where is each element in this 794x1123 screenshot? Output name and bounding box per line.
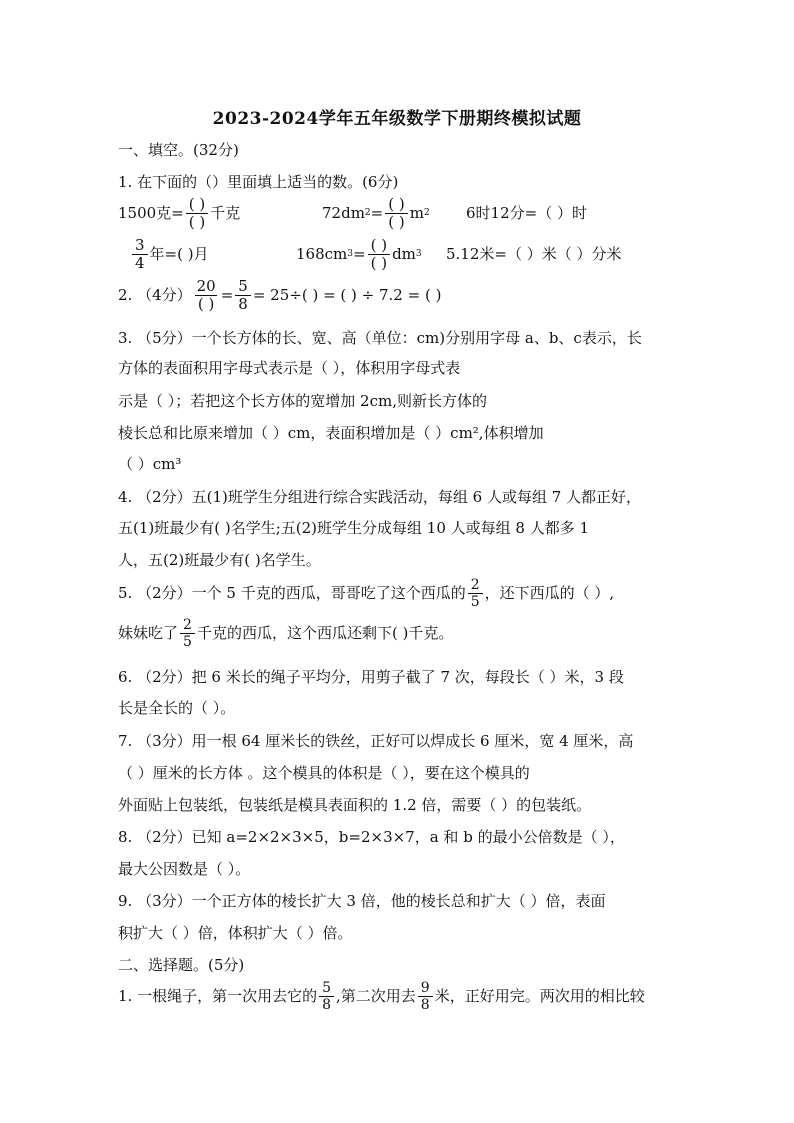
q2-rest: = 25÷( ) = ( ) ÷ 7.2 = ( ): [252, 286, 442, 304]
q3-line-3: 示是（ ）；若把这个长方体的宽增加 2cm,则新长方体的: [118, 392, 487, 410]
q3-line-2: 方体的表面积用字母式表示是（ ），体积用字母式表: [118, 359, 461, 377]
fraction-numerator: 20: [196, 276, 216, 295]
s2-q1-line-1: [118, 976, 645, 1016]
q6-line-1: 6. （2分）把 6 米长的绳子平均分，用剪子截了 7 次，每段长（ ）米，3 段: [118, 668, 624, 686]
q5-l1a: 5. （2分）一个 5 千克的西瓜，哥哥吃了这个西瓜的: [118, 584, 466, 602]
q4-line-3: 人，五(2)班最少有( )名学生。: [118, 551, 321, 569]
fraction-denominator: 8: [235, 295, 251, 313]
q5-fraction-2: [180, 617, 195, 650]
q2-line: [118, 276, 441, 314]
q1-d-text: 年=( )月: [149, 245, 209, 263]
q5-fraction-1: [468, 577, 483, 610]
q1-b-unit-sup: 2: [423, 208, 430, 218]
fraction-denominator: 4: [132, 254, 148, 272]
q7-line-1: 7. （3分）用一根 64 厘米长的铁丝，正好可以焊成长 6 厘米，宽 4 厘米，高: [118, 732, 634, 750]
fraction-denominator: ( ): [195, 295, 217, 313]
q9-line-1: 9. （3分）一个正方体的棱长扩大 3 倍，他的棱长总和扩大（ ）倍，表面: [118, 892, 606, 910]
q1-stem: 1. 在下面的（）里面填上适当的数。(6分): [118, 173, 399, 191]
q6-line-2: 长是全长的（ ）。: [118, 699, 236, 717]
fraction-numerator: ( ): [388, 194, 405, 213]
q4-line-1: 4. （2分）五(1)班学生分组进行综合实践活动，每组 6 人或每组 7 人都正好，: [118, 488, 642, 506]
q5-line-2: [118, 614, 453, 652]
section1-heading: 一、填空。(32分): [118, 141, 239, 159]
q7-line-3: 外面贴上包装纸，包装纸是模具表面积的 1.2 倍，需要（ ）的包装纸。: [118, 796, 592, 814]
q2-prefix: 2. （4分）: [118, 286, 192, 304]
q1-a-fraction: [186, 196, 208, 231]
s2-q1-fraction-1: [319, 980, 334, 1013]
s2-q1-b: ,第二次用去: [336, 987, 416, 1005]
q1-item-f: 5.12米=（ ）米（ ）分米: [446, 245, 622, 263]
q9-line-2: 积扩大（ ）倍，体积扩大（ ）倍。: [118, 924, 353, 942]
fraction-numerator: 2: [183, 616, 192, 633]
q4-line-2: 五(1)班最少有( )名学生;五(2)班学生分成每组 10 人或每组 8 人都多 1: [118, 519, 590, 537]
q2-eq1: =: [220, 286, 234, 304]
fraction-numerator: ( ): [370, 235, 388, 254]
q1-b-eq: =: [370, 204, 384, 222]
s2-q1-a: 1. 一根绳子，第一次用去它的: [118, 987, 318, 1005]
fraction-numerator: 5: [322, 979, 332, 996]
q1-e-sup: 3: [347, 249, 353, 259]
q1-b-left: 72dm: [322, 204, 365, 222]
q1-b-sup: 2: [364, 208, 371, 218]
q2-fraction-1: [194, 278, 219, 313]
s2-q1-fraction-2: [418, 980, 433, 1013]
q8-line-2: 最大公因数是（ ）。: [118, 860, 251, 878]
q1-d-fraction: [132, 237, 148, 272]
fraction-denominator: 8: [319, 996, 334, 1013]
q1-a-left: 1500克=: [118, 204, 184, 222]
q1-item-a: [118, 194, 240, 232]
q1-e-left: 168cm: [296, 245, 348, 263]
s2-q1-c: 米，正好用完。两次用的相比较: [434, 987, 645, 1005]
q5-l1b: ，还下西瓜的（ ）,: [484, 584, 615, 602]
q5-line-1: [118, 574, 614, 612]
fraction-denominator: ( ): [368, 254, 390, 272]
q5-l2a: 妹妹吃了: [118, 624, 179, 642]
q1-a-right: 千克: [210, 204, 241, 222]
section2-heading: 二、选择题。(5分): [118, 956, 245, 974]
q1-item-b: [322, 194, 430, 232]
q3-line-4: 棱长总和比原来增加（ ）cm，表面积增加是（ ）cm²,体积增加: [118, 424, 544, 442]
fraction-numerator: 9: [420, 979, 430, 996]
q7-line-2: （ ）厘米的长方体 。这个模具的体积是（ ），要在这个模具的: [118, 764, 530, 782]
q1-b-fraction: [385, 196, 407, 231]
fraction-denominator: 8: [418, 996, 433, 1013]
q3-line-5: （ ）cm³: [118, 455, 182, 473]
fraction-denominator: 5: [180, 633, 195, 650]
fraction-numerator: 3: [135, 235, 145, 254]
fraction-numerator: 2: [470, 576, 480, 593]
q1-b-unit: m: [409, 204, 424, 222]
q1-e-eq: =: [353, 245, 366, 263]
q1-item-e: [296, 234, 422, 274]
q1-e-fraction: [368, 237, 390, 272]
fraction-denominator: ( ): [385, 213, 407, 231]
q1-e-unit-sup: 3: [415, 249, 422, 259]
q1-e-unit: dm: [392, 245, 416, 263]
q2-fraction-2: [235, 278, 251, 313]
q8-line-1: 8. （2分）已知 a=2×2×3×5，b=2×3×7，a 和 b 的最小公倍数是（ ），: [118, 828, 625, 846]
page-title: 2023-2024学年五年级数学下册期终模拟试题: [212, 109, 582, 129]
q1-item-c: 6时12分=（ ）时: [466, 204, 587, 222]
fraction-denominator: ( ): [186, 213, 208, 231]
q1-item-d: [130, 234, 209, 274]
q5-l2b: 千克的西瓜，这个西瓜还剩下( )千克。: [196, 624, 454, 642]
fraction-numerator: ( ): [188, 194, 206, 213]
q3-line-1: 3. （5分）一个长方体的长、宽、高（单位：cm)分别用字母 a、b、c表示，长: [118, 329, 642, 347]
fraction-denominator: 5: [468, 593, 483, 610]
fraction-numerator: 5: [238, 276, 248, 295]
